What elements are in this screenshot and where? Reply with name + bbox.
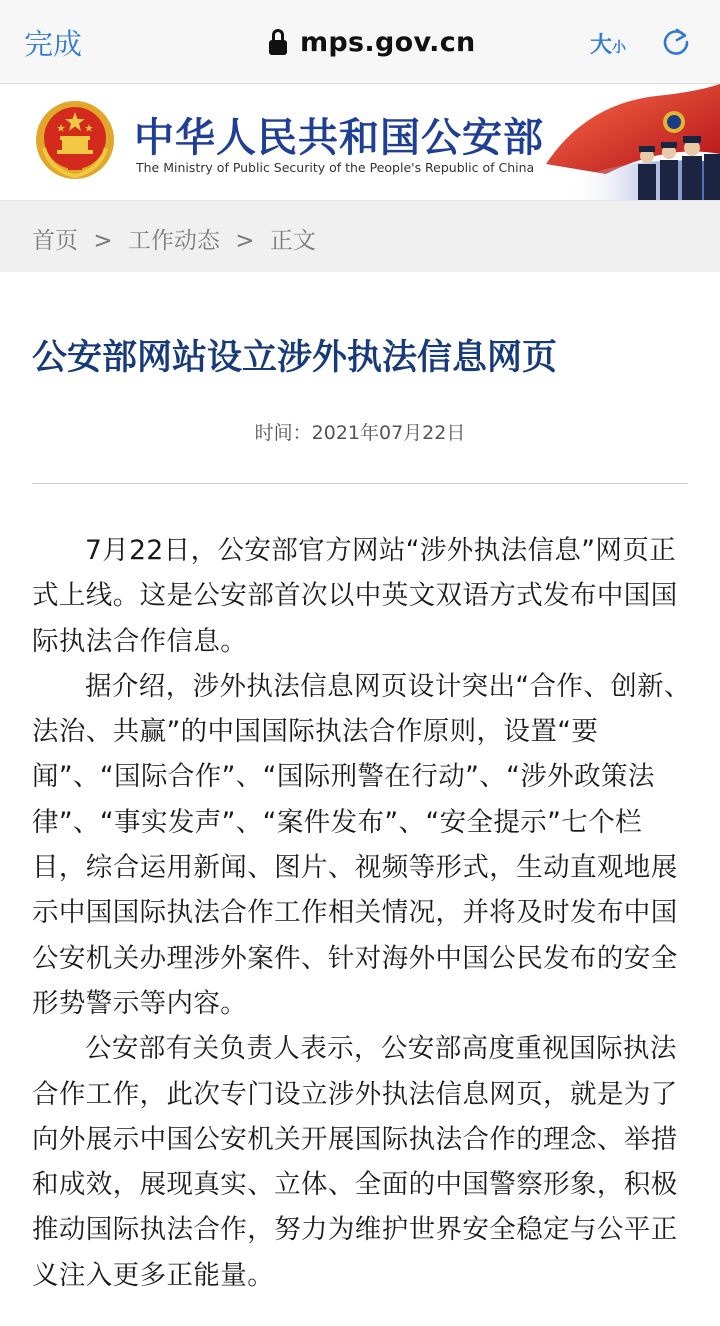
- article-paragraph: 公安部有关负责人表示，公安部高度重视国际执法合作工作，此次专门设立涉外执法信息网页，就是为了向外展示中国公安机关开展国际执法合作的理念、举措和成效，展现真实、立体、全面的中国警察形象，积极推动国际执法合作，努力为维护世界安全稳定与公平正义注入更多正能量。: [32, 1033, 678, 1291]
- divider: [32, 483, 688, 484]
- text-size-big-label: 大: [590, 33, 613, 58]
- article-paragraph: 7月22日，公安部官方网站“涉外执法信息”网页正式上线。这是公安部首次以中英文双语方式发布中国国际执法合作信息。: [32, 535, 678, 657]
- site-title: 中华人民共和国公安部: [134, 115, 544, 161]
- lock-icon: [268, 28, 288, 56]
- address-bar[interactable]: [268, 22, 476, 62]
- article-paragraph: 据介绍，涉外执法信息网页设计突出“合作、创新、法治、共赢”的中国国际执法合作原则，设置“要闻”、“国际合作”、“国际刑警在行动”、“涉外政策法律”、“事实发声”、“案件发布”、“安全提示”七个栏目，综合运用新闻、图片、视频等形式，生动直观地展示中国国际执法合作工作相关情况，并将及时发布中国公安机关办理涉外案件、针对海外中国公民发布的安全形势警示等内容。: [32, 670, 691, 1019]
- article-body: [32, 528, 692, 1298]
- breadcrumb: [32, 222, 316, 255]
- breadcrumb-home-link[interactable]: 首页: [32, 228, 78, 254]
- national-emblem-icon: [34, 98, 116, 182]
- text-size-button[interactable]: [590, 28, 626, 59]
- text-size-small-label: 小: [612, 40, 627, 56]
- browser-toolbar: [0, 0, 720, 84]
- site-subtitle: The Ministry of Public Security of the People's Republic of China: [136, 160, 535, 175]
- reload-icon[interactable]: [660, 26, 692, 58]
- site-header: [0, 84, 720, 200]
- article-title: 公安部网站设立涉外执法信息网页: [32, 338, 558, 378]
- breadcrumb-separator: >: [235, 228, 255, 254]
- breadcrumb-separator: >: [93, 228, 113, 254]
- police-banner-art: [546, 84, 720, 200]
- breadcrumb-current: 正文: [269, 228, 316, 254]
- url-text: mps.gov.cn: [300, 26, 476, 58]
- breadcrumb-bar: [0, 200, 720, 272]
- article-timestamp: 时间：2021年07月22日: [254, 422, 466, 444]
- breadcrumb-section-link[interactable]: 工作动态: [127, 228, 220, 254]
- done-button[interactable]: 完成: [24, 27, 83, 61]
